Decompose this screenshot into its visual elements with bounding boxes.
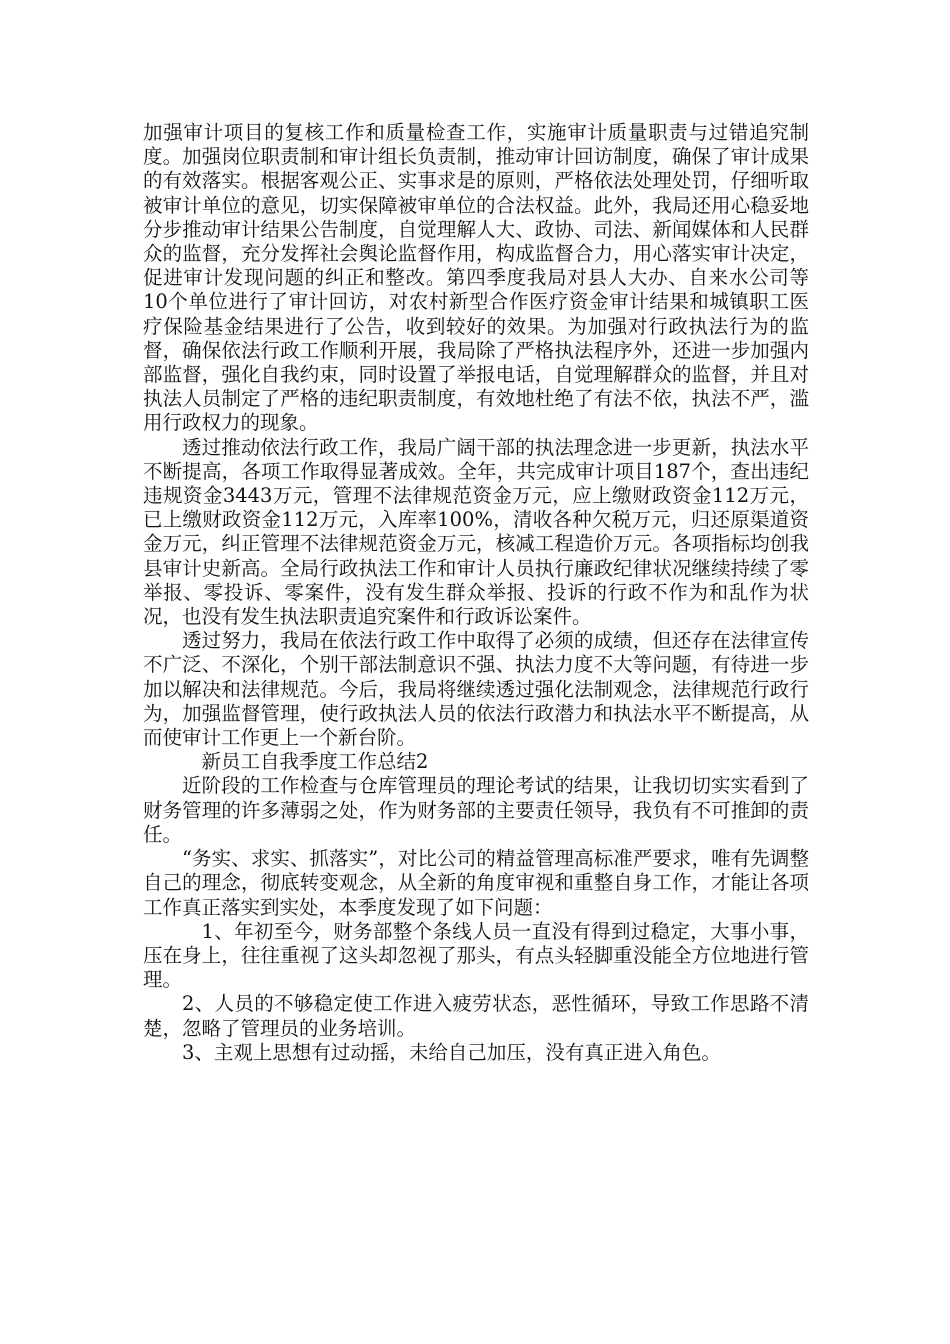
- section-heading: 新员工自我季度工作总结2: [201, 750, 429, 774]
- list-item-problem-2: 2、人员的不够稳定使工作进入疲劳状态，恶性循环，导致工作思路不清楚，忽略了管理员的业务培训。: [143, 992, 809, 1040]
- paragraph-law-enforcement-results: 透过推动依法行政工作，我局广阔干部的执法理念进一步更新，执法水平不断提高，各项工作取得显著成效。全年，共完成审计项目187个，查出违纪违规资金3443万元，管理不法律规范资金万元，应上缴财政资金112万元，已上缴财政资金112万元，入库率100%，清收各种欠税万元，归还原渠道资金万元，纠正管理不法律规范资金万元，核减工程造价万元。各项指标均创我县审计史新高。全局行政执法工作和审计人员执行廉政纪律状况继续持续了零举报、零投诉、零案件，没有发生群众举报、投诉的行政不作为和乱作为状况，也没有发生执法职责追究案件和行政诉讼案件。: [143, 435, 809, 629]
- paragraph-inspection-results: 近阶段的工作检查与仓库管理员的理论考试的结果，让我切切实实看到了财务管理的许多薄弱之处，作为财务部的主要责任领导，我负有不可推卸的责任。: [143, 774, 809, 846]
- document-page: [143, 121, 809, 1065]
- list-item-problem-3: 3、主观上思想有过动摇，未给自己加压，没有真正进入角色。: [182, 1040, 721, 1064]
- paragraph-audit-quality: 加强审计项目的复核工作和质量检查工作，实施审计质量职责与过错追究制度。加强岗位职责制和审计组长负责制，推动审计回访制度，确保了审计成果的有效落实。根据客观公正、实事求是的原则，严格依法处理处罚，仔细听取被审计单位的意见，切实保障被审单位的合法权益。此外，我局还用心稳妥地分步推动审计结果公告制度，自觉理解人大、政协、司法、新闻媒体和人民群众的监督，充分发挥社会舆论监督作用，构成监督合力，用心落实审计决定，促进审计发现问题的纠正和整改。第四季度我局对县人大办、自来水公司等10个单位进行了审计回访，对农村新型合作医疗资金审计结果和城镇职工医疗保险基金结果进行了公告，收到较好的效果。为加强对行政执法行为的监督，确保依法行政工作顺利开展，我局除了严格执法程序外，还进一步加强内部监督，强化自我约束，同时设置了举报电话，自觉理解群众的监督，并且对执法人员制定了严格的违纪职责制度，有效地杜绝了有法不依，执法不严，滥用行政权力的现象。: [143, 121, 809, 435]
- paragraph-pragmatic-approach: “务实、求实、抓落实”，对比公司的精益管理高标准严要求，唯有先调整自己的理念，彻底转变观念，从全新的角度审视和重整自身工作，才能让各项工作真正落实到实处，本季度发现了如下问题：: [143, 847, 809, 919]
- paragraph-future-work: 透过努力，我局在依法行政工作中取得了必须的成绩，但还存在法律宣传不广泛、不深化，个别干部法制意识不强、执法力度不大等问题，有待进一步加以解决和法律规范。今后，我局将继续透过强化法制观念，法律规范行政行为，加强监督管理，使行政执法人员的依法行政潜力和执法水平不断提高，从而使审计工作更上一个新台阶。: [143, 629, 809, 750]
- list-item-problem-1: 1、年初至今，财务部整个条线人员一直没有得到过稳定，大事小事，压在身上，往往重视了这头却忽视了那头，有点头轻脚重没能全方位地进行管理。: [143, 919, 809, 992]
